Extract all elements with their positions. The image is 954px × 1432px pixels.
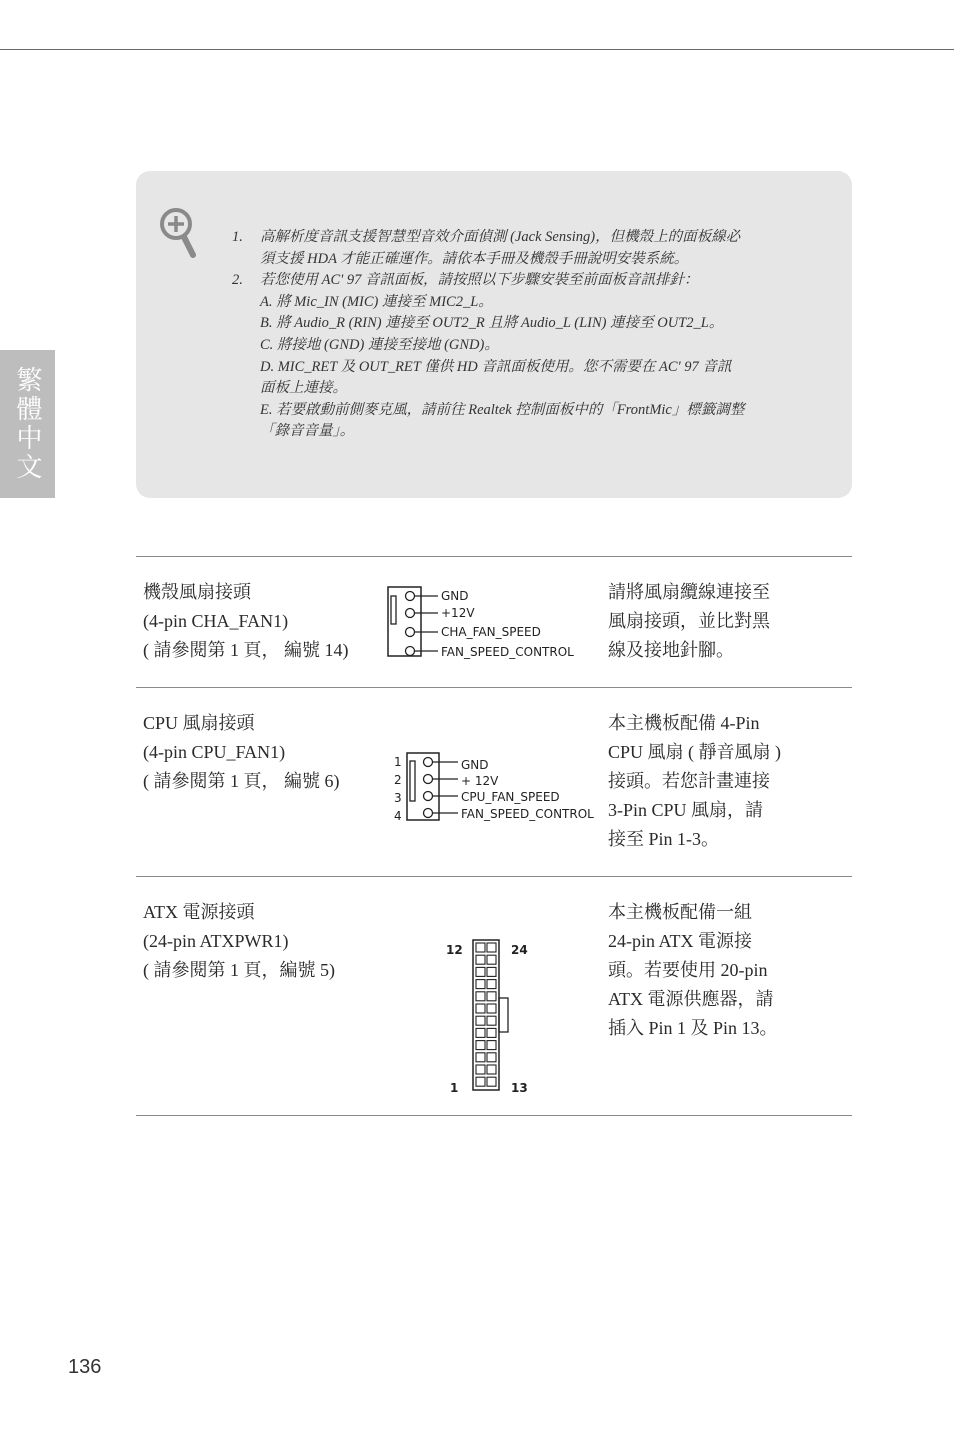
pin-label: CPU_FAN_SPEED <box>461 790 560 804</box>
pin-2-icon <box>406 609 415 618</box>
top-rule <box>0 49 954 50</box>
note-line: 高解析度音訊支援智慧型音效介面偵測 (Jack Sensing)，但機殼上的面板線必 <box>260 229 741 245</box>
atx-pin-icon <box>487 1004 496 1013</box>
magnifier-plus-icon <box>158 205 198 259</box>
table-divider <box>136 1115 852 1116</box>
pin-4-icon <box>406 647 415 656</box>
table-divider <box>136 876 852 877</box>
pin-label: FAN_SPEED_CONTROL <box>461 807 594 821</box>
language-side-tab <box>0 350 55 498</box>
note-item-number: 2. <box>232 272 243 289</box>
pin-corner-label: 24 <box>511 943 528 957</box>
header-reference: ( 請參閱第 1 頁， 編號 6) <box>143 771 340 791</box>
instruction-line: 頭。若要使用 20-pin <box>608 960 768 980</box>
page-number: 136 <box>68 1356 102 1378</box>
pin-3-icon <box>424 792 433 801</box>
pin-label: GND <box>441 589 469 603</box>
atx-pin-icon <box>476 1041 485 1050</box>
instruction-line: 插入 Pin 1 及 Pin 13。 <box>608 1018 778 1038</box>
header-id: (24-pin ATXPWR1) <box>143 931 289 951</box>
header-title: CPU 風扇接頭 <box>143 713 255 733</box>
atx-pin-icon <box>476 955 485 964</box>
instruction-line: 3-Pin CPU 風扇，請 <box>608 800 764 820</box>
pin-number: 4 <box>394 809 402 823</box>
language-tab-label: 繁體中文 <box>12 366 42 482</box>
instruction-line: 線及接地針腳。 <box>608 640 734 660</box>
atx-pin-icon <box>476 1053 485 1062</box>
header-reference: ( 請參閱第 1 頁，編號 5) <box>143 960 335 980</box>
note-line: 須支援 HDA 才能正確運作。請依本手冊及機殼手冊說明安裝系統。 <box>260 250 689 267</box>
cpu-fan-pin-diagram <box>390 749 602 829</box>
atx-pin-icon <box>487 1077 496 1086</box>
atx-pin-icon <box>487 992 496 1001</box>
atx-pin-icon <box>487 955 496 964</box>
table-divider <box>136 556 852 557</box>
note-line: 「錄音音量」。 <box>260 423 355 440</box>
pin-4-icon <box>424 809 433 818</box>
instruction-line: 風扇接頭，並比對黑 <box>608 611 770 631</box>
atx-pin-icon <box>476 943 485 952</box>
pin-corner-label: 12 <box>446 943 463 957</box>
pin-2-icon <box>424 775 433 784</box>
atx-pin-icon <box>487 980 496 989</box>
atx-pin-icon <box>476 1004 485 1013</box>
table-row-atx-power <box>136 898 852 1108</box>
atx-pin-icon <box>487 967 496 976</box>
atx-pin-icon <box>476 1065 485 1074</box>
pin-1-icon <box>406 592 415 601</box>
note-line: D. MIC_RET 及 OUT_RET 僅供 HD 音訊面板使用。您不需要在 AC' 97 音訊 <box>260 358 732 375</box>
pin-label: GND <box>461 758 489 772</box>
pin-corner-label: 13 <box>511 1081 528 1095</box>
note-item-1 <box>232 227 792 270</box>
atx-pin-icon <box>487 1041 496 1050</box>
pin-corner-label: 1 <box>450 1081 459 1095</box>
atx-pin-icon <box>487 1028 496 1037</box>
header-reference: ( 請參閱第 1 頁， 編號 14) <box>143 640 349 660</box>
instruction-line: CPU 風扇 ( 靜音風扇 ) <box>608 742 782 762</box>
note-line: E. 若要啟動前側麥克風，請前往 Realtek 控制面板中的「FrontMic」標籤調整 <box>260 401 745 418</box>
table-divider <box>136 687 852 688</box>
header-instructions <box>608 898 798 1043</box>
header-description <box>143 898 383 985</box>
atx-pin-icon <box>487 1065 496 1074</box>
header-title: ATX 電源接頭 <box>143 902 255 922</box>
instruction-line: 本主機板配備 4-Pin <box>608 713 760 733</box>
note-line: B. 將 Audio_R (RIN) 連接至 OUT2_R 且將 Audio_L (LIN) 連接至 OUT2_L。 <box>260 315 724 332</box>
atx-pin-icon <box>476 967 485 976</box>
note-line: 面板上連接。 <box>260 380 347 397</box>
cha-fan-pin-diagram <box>384 582 596 662</box>
instruction-line: 請將風扇纜線連接至 <box>608 582 770 602</box>
atx-pin-icon <box>487 1053 496 1062</box>
pin-label: + 12V <box>461 774 499 788</box>
atx-pin-icon <box>476 980 485 989</box>
pin-number: 2 <box>394 773 402 787</box>
instruction-line: 本主機板配備一組 <box>608 902 752 922</box>
header-title: 機殼風扇接頭 <box>143 582 251 602</box>
pin-number: 3 <box>394 791 402 805</box>
pin-label: CHA_FAN_SPEED <box>441 625 541 639</box>
header-description <box>143 578 383 665</box>
atx-pin-icon <box>476 1028 485 1037</box>
note-line: C. 將接地 (GND) 連接至接地 (GND)。 <box>260 336 499 353</box>
header-id: (4-pin CHA_FAN1) <box>143 611 289 631</box>
header-instructions <box>608 709 798 854</box>
pin-1-icon <box>424 758 433 767</box>
atx-pin-icon <box>487 943 496 952</box>
instruction-line: 24-pin ATX 電源接 <box>608 931 752 951</box>
atx-pin-icon <box>476 1077 485 1086</box>
pin-label: +12V <box>441 606 475 620</box>
table-row-chassis-fan <box>136 578 852 678</box>
header-instructions <box>608 578 798 665</box>
note-item-number: 1. <box>232 229 243 245</box>
atx-pin-icon <box>476 992 485 1001</box>
instruction-line: 接至 Pin 1-3。 <box>608 829 720 849</box>
instruction-line: ATX 電源供應器，請 <box>608 989 774 1009</box>
atx-power-pin-diagram <box>436 934 546 1098</box>
pin-number: 1 <box>394 755 402 769</box>
pin-3-icon <box>406 628 415 637</box>
table-row-cpu-fan <box>136 709 852 869</box>
note-item-2 <box>232 270 792 443</box>
instruction-line: 接頭。若您計畫連接 <box>608 771 770 791</box>
note-line: 若您使用 AC' 97 音訊面板，請按照以下步驟安裝至前面板音訊排針： <box>260 272 699 289</box>
atx-pin-icon <box>476 1016 485 1025</box>
header-description <box>143 709 383 796</box>
note-box <box>136 171 852 498</box>
note-list <box>232 227 792 443</box>
pin-label: FAN_SPEED_CONTROL <box>441 645 574 659</box>
header-id: (4-pin CPU_FAN1) <box>143 742 286 762</box>
note-line: A. 將 Mic_IN (MIC) 連接至 MIC2_L。 <box>260 293 493 310</box>
atx-pin-icon <box>487 1016 496 1025</box>
